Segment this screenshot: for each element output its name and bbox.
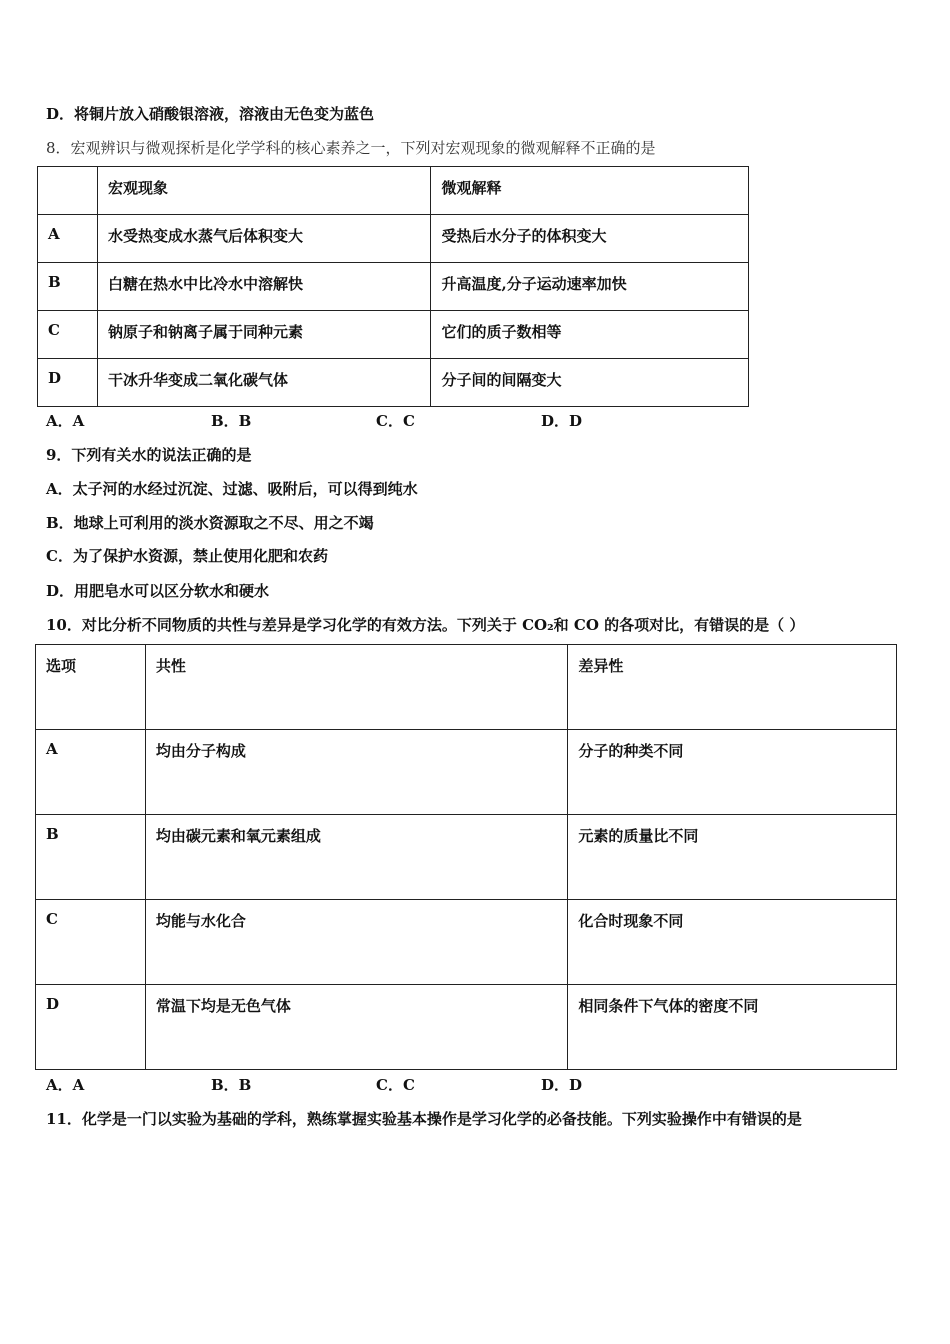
table-cell: 白糖在热水中比冷水中溶解快	[97, 263, 431, 311]
option-c[interactable]: C．C	[376, 1076, 415, 1094]
q8-table	[37, 166, 749, 407]
table-header-cell: 差异性	[568, 645, 897, 730]
q9-stem: 9．下列有关水的说法正确的是	[46, 446, 252, 464]
q7-option-d: D．将铜片放入硝酸银溶液，溶液由无色变为蓝色	[46, 105, 375, 123]
option-b[interactable]: B．B	[211, 412, 252, 430]
table-cell: 干冰升华变成二氧化碳气体	[97, 359, 431, 407]
table-row	[38, 311, 749, 359]
q9-option-a[interactable]: A．太子河的水经过沉淀、过滤、吸附后，可以得到纯水	[46, 480, 418, 498]
q10-options	[46, 1074, 706, 1095]
table-header-cell: 选项	[36, 645, 146, 730]
q9-option-d[interactable]: D．用肥皂水可以区分软水和硬水	[46, 582, 270, 600]
table-cell: 受热后水分子的体积变大	[431, 215, 749, 263]
q9-option-c[interactable]: C．为了保护水资源，禁止使用化肥和农药	[46, 547, 328, 565]
table-cell: 它们的质子数相等	[431, 311, 749, 359]
table-header-cell	[38, 167, 98, 215]
table-cell: B	[38, 263, 98, 311]
table-row	[36, 730, 897, 815]
table-header-row	[36, 645, 897, 730]
option-d[interactable]: D．D	[541, 1076, 583, 1094]
q8-options	[46, 410, 706, 431]
q10-table	[35, 644, 897, 1070]
table-cell: 均能与水化合	[145, 900, 567, 985]
table-cell: C	[36, 900, 146, 985]
table-row	[36, 815, 897, 900]
option-c[interactable]: C．C	[376, 412, 415, 430]
option-b[interactable]: B．B	[211, 1076, 252, 1094]
option-a[interactable]: A．A	[46, 1076, 85, 1094]
table-cell: 分子间的间隔变大	[431, 359, 749, 407]
table-row	[36, 985, 897, 1070]
q10-stem: 10．对比分析不同物质的共性与差异是学习化学的有效方法。下列关于 CO₂和 CO 的各项对比，有错误的是（ ）	[46, 616, 805, 634]
option-d[interactable]: D．D	[541, 412, 583, 430]
table-cell: 升高温度,分子运动速率加快	[431, 263, 749, 311]
table-header-cell: 微观解释	[431, 167, 749, 215]
table-cell: 钠原子和钠离子属于同种元素	[97, 311, 431, 359]
table-cell: 化合时现象不同	[568, 900, 897, 985]
table-cell: 均由分子构成	[145, 730, 567, 815]
q8-stem: 8．宏观辨识与微观探析是化学学科的核心素养之一，下列对宏观现象的微观解释不正确的是	[46, 139, 656, 157]
table-cell: 水受热变成水蒸气后体积变大	[97, 215, 431, 263]
table-header-cell: 宏观现象	[97, 167, 431, 215]
table-cell: 分子的种类不同	[568, 730, 897, 815]
table-cell: A	[38, 215, 98, 263]
table-cell: 相同条件下气体的密度不同	[568, 985, 897, 1070]
table-row	[38, 359, 749, 407]
q9-option-b[interactable]: B．地球上可利用的淡水资源取之不尽、用之不竭	[46, 514, 374, 532]
table-cell: 元素的质量比不同	[568, 815, 897, 900]
table-cell: D	[38, 359, 98, 407]
table-cell: D	[36, 985, 146, 1070]
table-header-row	[38, 167, 749, 215]
table-cell: C	[38, 311, 98, 359]
table-row	[38, 263, 749, 311]
table-header-cell: 共性	[145, 645, 567, 730]
table-cell: 均由碳元素和氧元素组成	[145, 815, 567, 900]
table-row	[36, 900, 897, 985]
table-cell: B	[36, 815, 146, 900]
option-a[interactable]: A．A	[46, 412, 85, 430]
table-row	[38, 215, 749, 263]
q11-stem: 11．化学是一门以实验为基础的学科，熟练掌握实验基本操作是学习化学的必备技能。下列实验操作中有错误的是	[46, 1110, 802, 1128]
table-cell: 常温下均是无色气体	[145, 985, 567, 1070]
table-cell: A	[36, 730, 146, 815]
